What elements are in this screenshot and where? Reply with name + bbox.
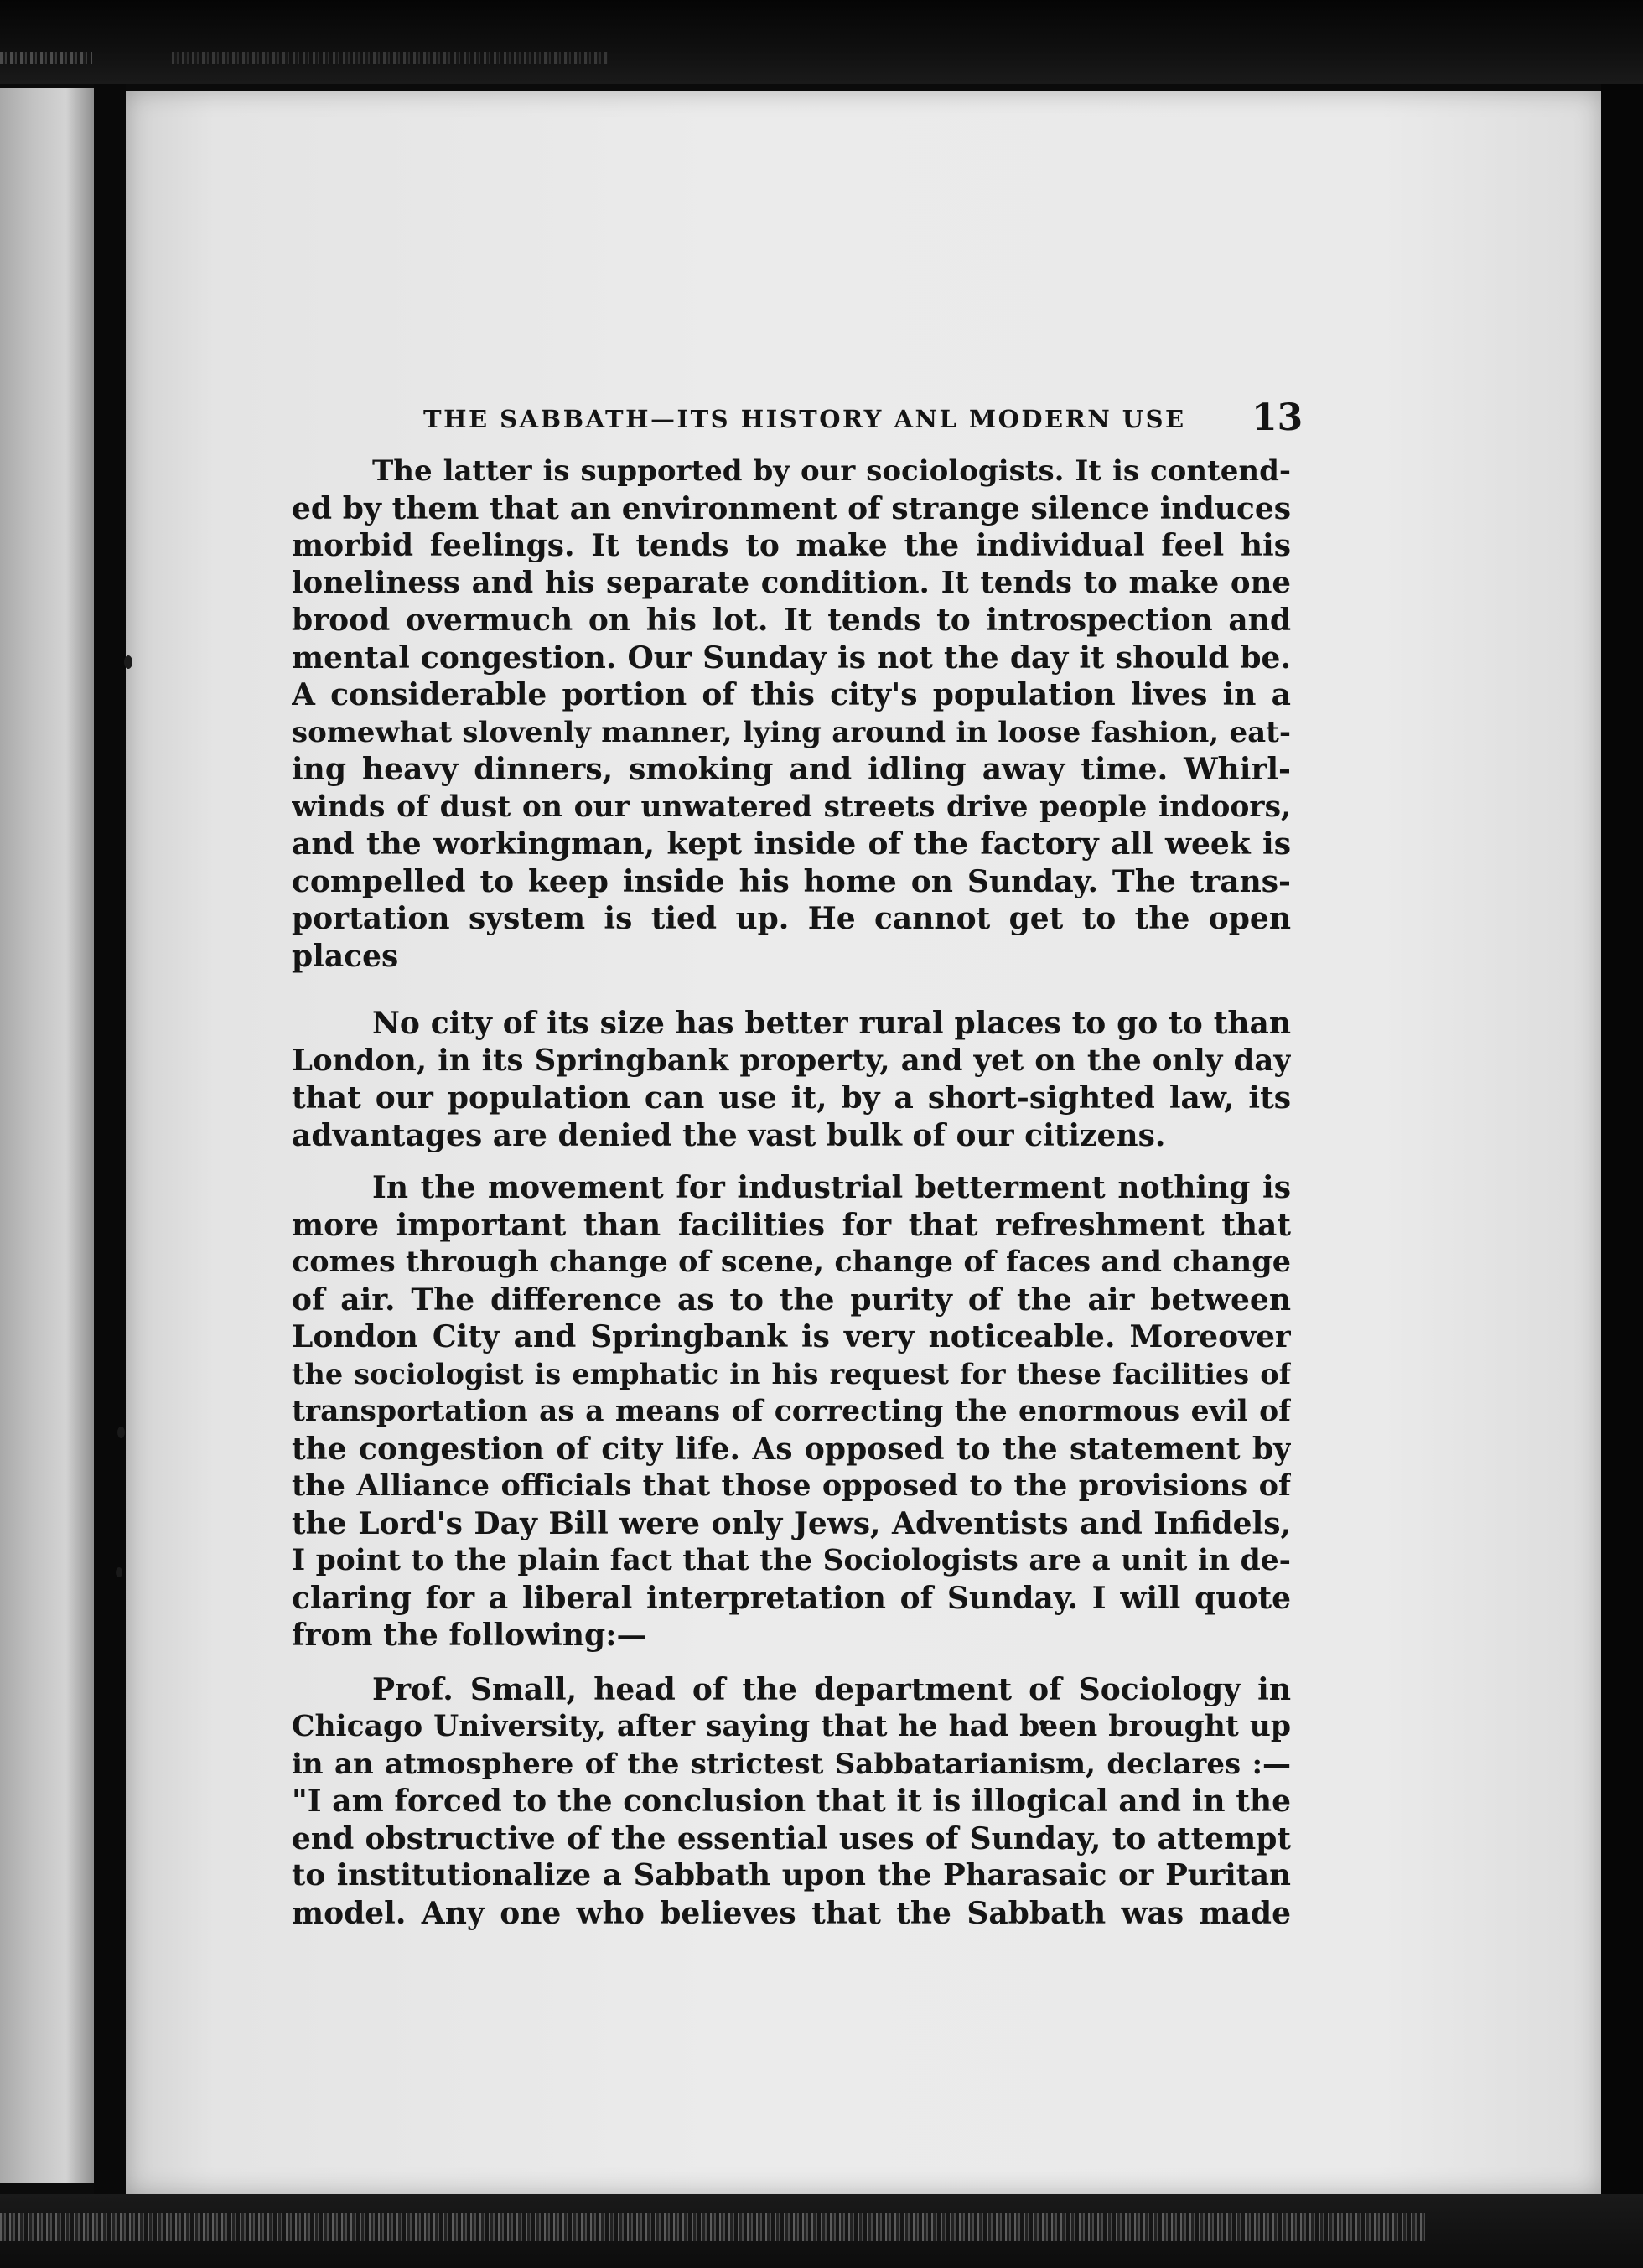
paragraph bbox=[292, 1671, 1291, 1933]
text-line: morbid feelings. It tends to make the individual feel his bbox=[292, 528, 1291, 563]
scan-noise bbox=[0, 52, 92, 64]
text-line: the Lord's Day Bill were only Jews, Adventists and Infidels, bbox=[292, 1505, 1291, 1541]
text-line: comes through change of scene, change of faces and change bbox=[292, 1245, 1291, 1279]
scan-speck bbox=[124, 655, 132, 669]
page-gutter bbox=[94, 84, 126, 2196]
text-line: advantages are denied the vast bulk of our citizens. bbox=[292, 1117, 1166, 1153]
paragraph-gap bbox=[292, 1654, 1291, 1671]
text-line: the sociologist is emphatic in his request for these facilities of bbox=[292, 1357, 1291, 1390]
text-line: The latter is supported by our sociologists. It is contend- bbox=[372, 454, 1291, 488]
facing-page-edge bbox=[0, 88, 94, 2183]
text-line: London City and Springbank is very noticeable. Moreover bbox=[292, 1319, 1291, 1354]
text-line: model. Any one who believes that the Sabbath was made bbox=[292, 1895, 1291, 1931]
text-line: winds of dust on our unwatered streets drive people indoors, bbox=[292, 790, 1291, 824]
scan-bottom-border bbox=[0, 2194, 1643, 2268]
text-line: from the following:— bbox=[292, 1618, 647, 1653]
page-number: 13 bbox=[1252, 396, 1304, 439]
paragraph-gap bbox=[292, 1154, 1291, 1169]
running-head: THE SABBATH—ITS HISTORY ANL MODERN USE bbox=[423, 405, 1186, 433]
paragraph-gap bbox=[292, 975, 1291, 1005]
text-line: No city of its size has better rural places to go to than bbox=[372, 1006, 1291, 1041]
scan-speck bbox=[116, 1567, 122, 1577]
scan-right-border bbox=[1601, 84, 1643, 2196]
scan-noise bbox=[172, 52, 608, 64]
text-line: "I am forced to the conclusion that it is illogical and in the bbox=[292, 1784, 1291, 1819]
text-line: Prof. Small, head of the department of Sociology in bbox=[372, 1671, 1291, 1707]
text-line: places bbox=[292, 938, 399, 974]
text-line: the Alliance officials that those opposed to the provisions of bbox=[292, 1468, 1291, 1503]
text-line: of air. The difference as to the purity of the air between bbox=[292, 1282, 1291, 1318]
text-line: transportation as a means of correcting the enormous evil of bbox=[292, 1395, 1291, 1428]
paragraph bbox=[292, 1005, 1291, 1154]
text-line: Chicago University, after saying that he had been brought up bbox=[292, 1710, 1291, 1743]
text-line: London, in its Springbank property, and yet on the only day bbox=[292, 1043, 1291, 1078]
text-line: claring for a liberal interpretation of Sunday. I will quote bbox=[292, 1580, 1291, 1616]
paragraph bbox=[292, 1169, 1291, 1654]
text-line: In the movement for industrial betterment nothing is bbox=[372, 1170, 1291, 1205]
text-line: in an atmosphere of the strictest Sabbatarianism, declares :— bbox=[292, 1747, 1291, 1781]
text-line: A considerable portion of this city's population lives in a bbox=[292, 677, 1291, 712]
text-line: portation system is tied up. He cannot get to the open bbox=[292, 901, 1291, 936]
text-line: compelled to keep inside his home on Sunday. The trans- bbox=[292, 863, 1291, 899]
text-line: somewhat slovenly manner, lying around in loose fashion, eat- bbox=[292, 715, 1291, 749]
text-line: mental congestion. Our Sunday is not the day it should be. bbox=[292, 639, 1291, 676]
text-line: to institutionalize a Sabbath upon the Pharasaic or Puritan bbox=[292, 1858, 1291, 1893]
text-line: I point to the plain fact that the Sociologists are a unit in de- bbox=[292, 1544, 1291, 1577]
text-line: ing heavy dinners, smoking and idling away time. Whirl- bbox=[292, 752, 1291, 787]
text-line: end obstructive of the essential uses of Sunday, to attempt bbox=[292, 1820, 1291, 1856]
text-line: more important than facilities for that refreshment that bbox=[292, 1207, 1291, 1243]
text-line: brood overmuch on his lot. It tends to introspection and bbox=[292, 603, 1291, 638]
text-line: the congestion of city life. As opposed to the statement by bbox=[292, 1431, 1291, 1467]
paragraph bbox=[292, 453, 1291, 975]
scan-speck bbox=[117, 1427, 125, 1438]
text-line: that our population can use it, by a short-sighted law, its bbox=[292, 1080, 1291, 1116]
text-line: loneliness and his separate condition. It tends to make one bbox=[292, 565, 1291, 600]
body-text bbox=[292, 453, 1291, 1932]
scan-top-border bbox=[0, 0, 1643, 84]
text-line: and the workingman, kept inside of the factory all week is bbox=[292, 826, 1291, 862]
scan-noise bbox=[0, 2213, 1425, 2241]
text-line: ed by them that an environment of strange silence induces bbox=[292, 490, 1291, 526]
